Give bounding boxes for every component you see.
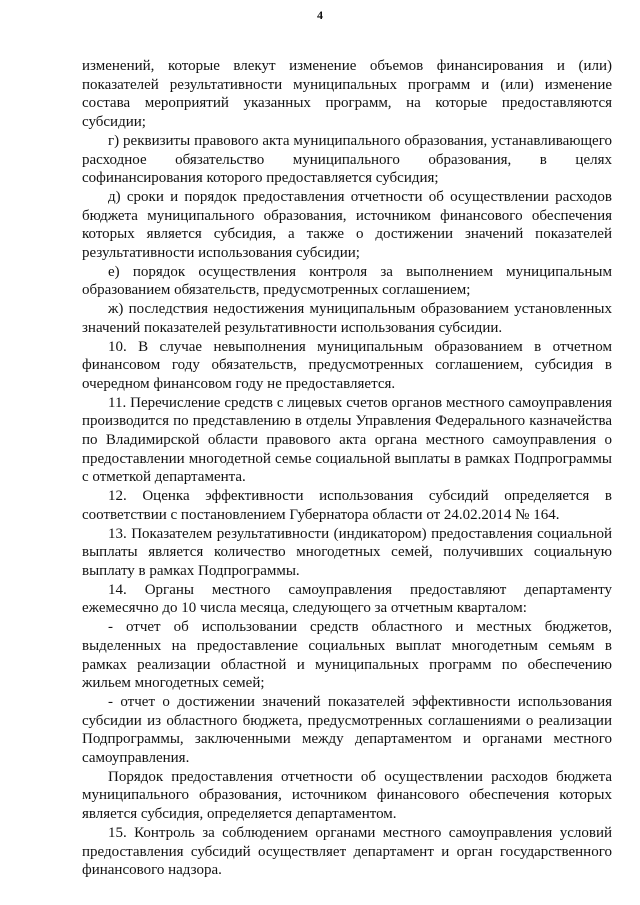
paragraph-10: 10. В случае невыполнения муниципальным образованием в отчетном финансовом году обязательств, предусмотренных соглашением, субсидия в очередном финансовом году не предоставляется. bbox=[82, 338, 612, 392]
paragraph-item-d: д) сроки и порядок предоставления отчетности об осуществлении расходов бюджета муниципального образования, источником финансового обеспечения которых является субсидия, а также о достижении значений показателей результативности использования субсидии; bbox=[82, 188, 612, 262]
paragraph-item-g: г) реквизиты правового акта муниципального образования, устанавливающего расходное обязательство муниципального образования, в целях софинансирования которого предоставляется субсидия; bbox=[82, 132, 612, 187]
document-body bbox=[82, 57, 612, 880]
paragraph-15: 15. Контроль за соблюдением органами местного самоуправления условий предоставления субсидий осуществляет департамент и орган государственного финансового надзора. bbox=[82, 824, 612, 879]
paragraph-continuation: изменений, которые влекут изменение объемов финансирования и (или) показателей результативности муниципальных программ и (или) изменение состава мероприятий указанных программ, на которые предоставляются субсидии; bbox=[82, 58, 612, 131]
paragraph-14-report-funds: - отчет об использовании средств областного и местных бюджетов, выделенных на предоставление социальных выплат многодетным семьям в рамках реализации областной и муниципальных программ по обеспечению жильем многодетных семей; bbox=[82, 619, 612, 692]
paragraph-item-e: е) порядок осуществления контроля за выполнением муниципальным образованием обязательств, предусмотренных соглашением; bbox=[82, 263, 612, 299]
page-number: 4 bbox=[317, 8, 323, 22]
paragraph-11: 11. Перечисление средств с лицевых счетов органов местного самоуправления производится по представлению в отделы Управления Федерального казначейства по Владимирской области правового акта органа местного самоуправления о предоставлении многодетной семье социальной выплаты в рамках Подпрограммы с отметкой департамента. bbox=[82, 394, 612, 486]
paragraph-14-report-indicators: - отчет о достижении значений показателей эффективности использования субсидии из областного бюджета, предусмотренных соглашениями о реализации Подпрограммы, заключенными между департаментом и органами местного самоуправления. bbox=[82, 693, 612, 767]
paragraph-13: 13. Показателем результативности (индикатором) предоставления социальной выплаты является количество многодетных семей, получивших социальную выплату в рамках Подпрограммы. bbox=[82, 525, 612, 579]
paragraph-14: 14. Органы местного самоуправления предоставляют департаменту ежемесячно до 10 числа месяца, следующего за отчетным кварталом: bbox=[82, 581, 612, 617]
paragraph-12: 12. Оценка эффективности использования субсидий определяется в соответствии с постановлением Губернатора области от 24.02.2014 № 164. bbox=[82, 488, 612, 523]
paragraph-item-zh: ж) последствия недостижения муниципальным образованием установленных значений показателей результативности использования субсидии. bbox=[82, 301, 612, 336]
paragraph-reporting-procedure: Порядок предоставления отчетности об осуществлении расходов бюджета муниципального образования, источником финансового обеспечения которых является субсидия, определяется департаментом. bbox=[82, 768, 612, 823]
